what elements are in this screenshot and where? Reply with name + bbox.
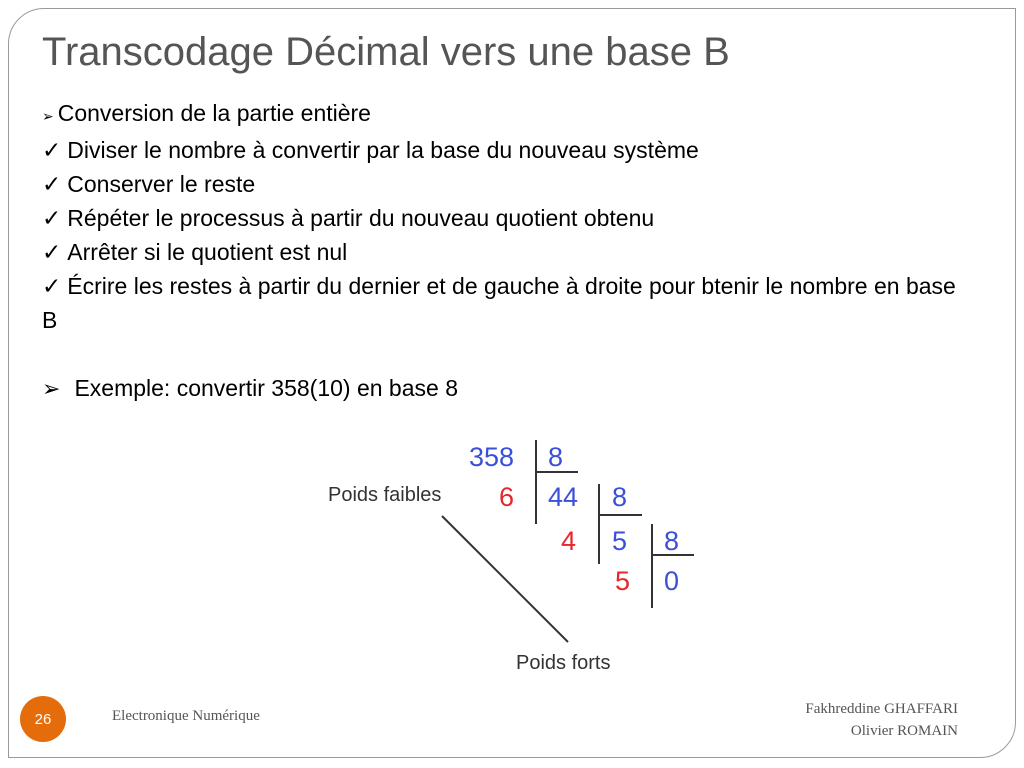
step-text: Conserver le reste [67, 171, 256, 197]
quotient-value: 0 [664, 566, 680, 596]
footer-authors [805, 698, 958, 742]
quotient-value: 5 [612, 526, 628, 556]
slide-body [42, 96, 972, 406]
step-text: Arrêter si le quotient est nul [67, 239, 348, 265]
heading-line [42, 96, 972, 133]
slide-title: Transcodage Décimal vers une base B [42, 30, 730, 74]
footer-course: Electronique Numérique [112, 708, 260, 724]
dividend-value: 358 [468, 442, 514, 472]
remainder-value: 6 [498, 482, 514, 512]
step-item [42, 133, 972, 167]
step-text: Répéter le processus à partir du nouveau quotient obtenu [67, 205, 655, 231]
check-icon: ✓ [42, 205, 62, 231]
check-icon: ✓ [42, 137, 62, 163]
arrow-bullet-icon: ➢ [42, 376, 61, 401]
low-weight-label: Poids faibles [328, 484, 442, 506]
quotient-value: 44 [548, 482, 579, 512]
division-diagram [300, 428, 720, 688]
remainder-value: 4 [560, 526, 576, 556]
step-item [42, 269, 972, 337]
base-value: 8 [612, 482, 628, 512]
diagram-line [442, 516, 568, 642]
remainder-value: 5 [614, 566, 630, 596]
base-value: 8 [664, 526, 680, 556]
step-item [42, 235, 972, 269]
spacer [42, 337, 972, 371]
example-text: Exemple: convertir 358(10) en base 8 [74, 375, 458, 401]
high-weight-label: Poids forts [516, 652, 611, 674]
step-item [42, 167, 972, 201]
arrow-bullet-icon: ➢ [42, 108, 54, 124]
heading-text: Conversion de la partie entière [57, 100, 371, 126]
step-text: Écrire les restes à partir du dernier et de gauche à droite pour btenir le nombre en base B [42, 273, 956, 333]
slide-number-badge: 26 [20, 696, 66, 742]
check-icon: ✓ [42, 239, 62, 265]
footer-author: Olivier ROMAIN [850, 723, 958, 739]
base-value: 8 [548, 442, 564, 472]
step-item [42, 201, 972, 235]
check-icon: ✓ [42, 273, 62, 299]
example-line [42, 371, 972, 406]
footer-author: Fakhreddine GHAFFARI [805, 701, 958, 717]
step-text: Diviser le nombre à convertir par la base du nouveau système [67, 137, 699, 163]
check-icon: ✓ [42, 171, 62, 197]
